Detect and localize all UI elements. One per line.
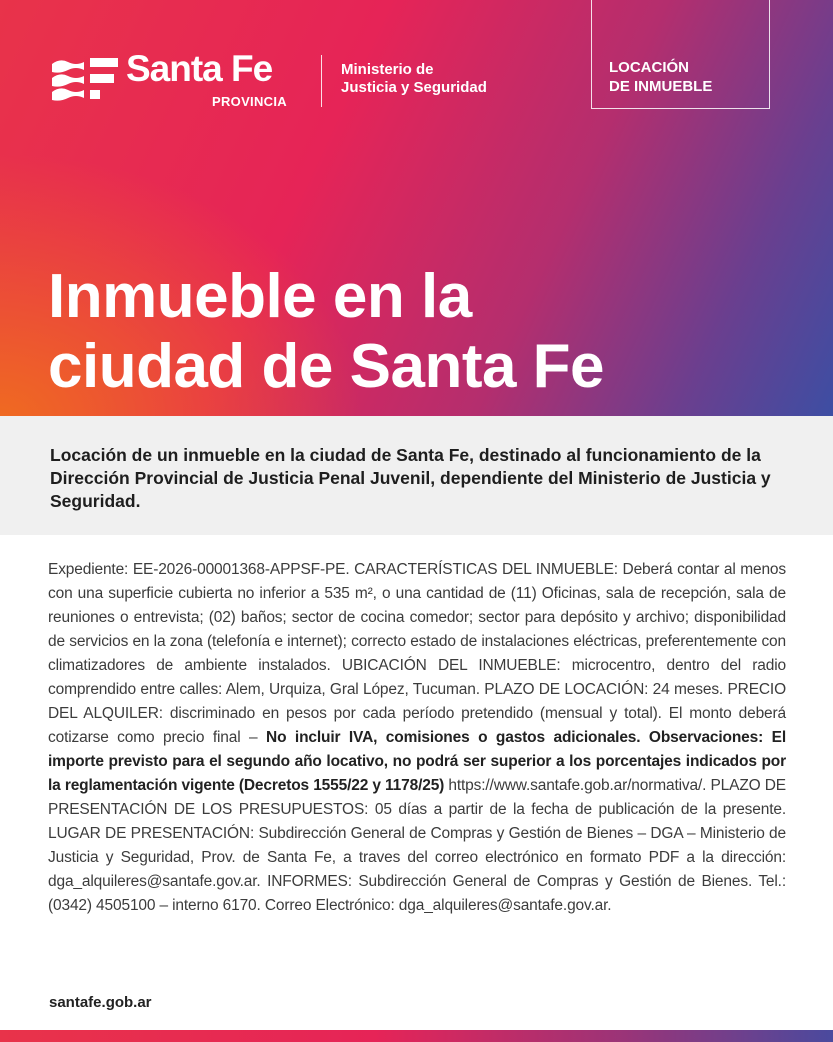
hero-banner	[0, 0, 833, 416]
category-tag-line-1: LOCACIÓN	[609, 59, 689, 76]
notice-body-part-1: Expediente: EE-2026-00001368-APPSF-PE. CARACTERÍSTICAS DEL INMUEBLE: Deberá contar al menos con una superficie cubierta no inferior a 535 m², o una cantidad de (11) Oficinas, sala de recepción, sala de reuniones o entrevista; (02) baños; sector de cocina comedor; sector para depósito y archivo; disponibilidad de servicios en la zona (telefonía e internet); correcto estado de instalaciones eléctricas, preferentemente con climatizadores de ambiente instalados. UBICACIÓN DEL INMUEBLE: microcentro, dentro del radio comprendido entre calles: Alem, Urquiza, Gral López, Tucuman. PLAZO DE LOCACIÓN: 24 meses. PRECIO DEL ALQUILER: discriminado en pesos por cada período pretendido (mensual y total). El monto deberá cotizarse como precio final –	[48, 561, 786, 746]
santa-fe-flag-icon	[50, 54, 120, 108]
page-title-line-1: Inmueble en la	[48, 262, 472, 331]
summary-band	[0, 416, 833, 535]
bottom-gradient-bar	[0, 1030, 833, 1042]
category-tag-text	[609, 58, 712, 96]
category-tag	[591, 0, 770, 109]
logo-subtitle: PROVINCIA	[212, 94, 287, 109]
ministry-line-2: Justicia y Seguridad	[341, 79, 487, 96]
header-divider	[321, 55, 322, 107]
notice-body-bold: No incluir IVA, comisiones o gastos adicionales. Observaciones: El importe previsto para el segundo año locativo, no podrá ser superior a los porcentajes indicados por la reglamentación vigente (Decretos 1555/22 y 1178/25)	[48, 729, 786, 794]
page-title	[48, 262, 808, 402]
santa-fe-logo	[50, 48, 300, 112]
notice-body	[48, 558, 786, 918]
ministry-name	[341, 61, 487, 97]
footer-website-link[interactable]: santafe.gob.ar	[49, 994, 152, 1011]
category-tag-line-2: DE INMUEBLE	[609, 78, 713, 95]
logo-wordmark: Santa Fe	[126, 48, 273, 89]
notice-body-part-2: https://www.santafe.gob.ar/normativa/. PLAZO DE PRESENTACIÓN DE LOS PRESUPUESTOS: 05 días a partir de la fecha de publicación de la presente. LUGAR DE PRESENTACIÓN: Subdirección General de Compras y Gestión de Bienes – DGA – Ministerio de Justicia y Seguridad, Prov. de Santa Fe, a traves del correo electrónico en formato PDF a la dirección: dga_alquileres@santafe.gov.ar. INFORMES: Subdirección General de Compras y Gestión de Bienes. Tel.: (0342) 4505100 – interno 6170. Correo Electrónico: dga_alquileres@santafe.gov.ar.	[48, 777, 786, 914]
summary-text: Locación de un inmueble en la ciudad de Santa Fe, destinado al funcionamiento de la Dirección Provincial de Justicia Penal Juvenil, dependiente del Ministerio de Justicia y Seguridad.	[50, 445, 771, 511]
page-title-line-2: ciudad de Santa Fe	[48, 332, 605, 401]
ministry-line-1: Ministerio de	[341, 61, 434, 78]
